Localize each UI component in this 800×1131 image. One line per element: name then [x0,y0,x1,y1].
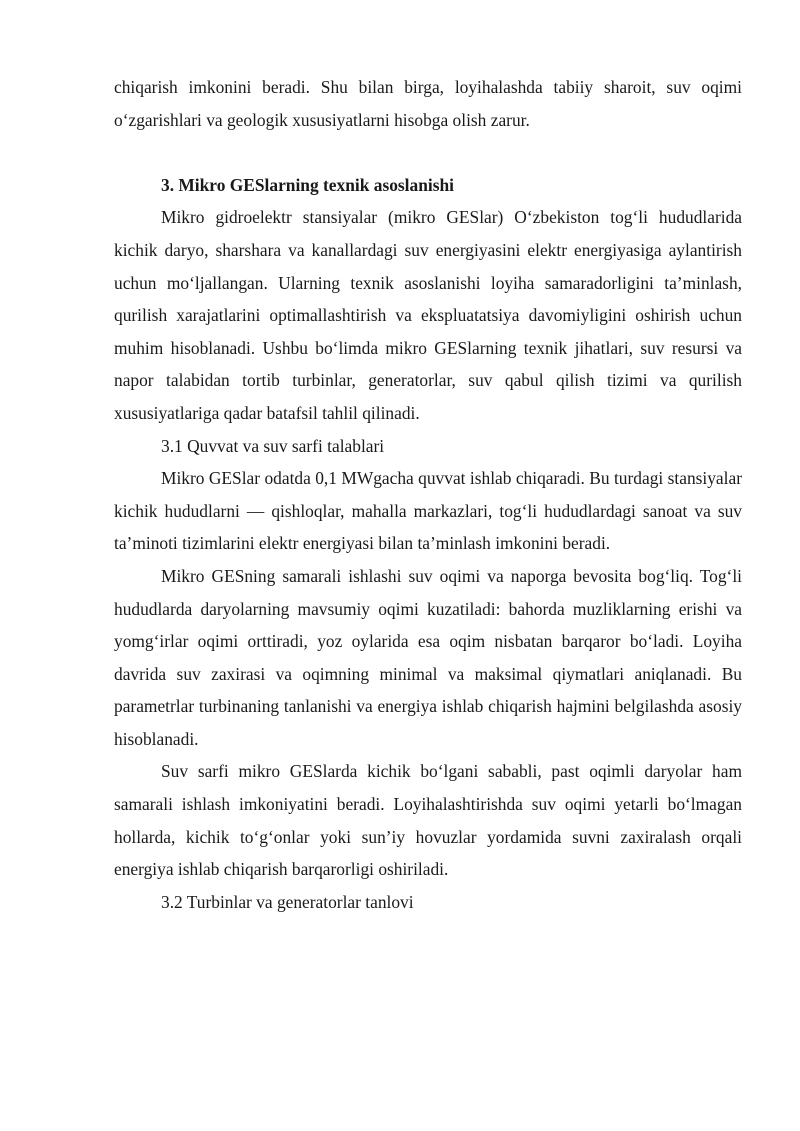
intro-paragraph: chiqarish imkonini beradi. Shu bilan birga, loyihalashda tabiiy sharoit, suv oqimi o‘zgarishlari va geologik xususiyatlarni hisobga olish zarur. [114,77,742,130]
subsection-1-paragraph-2: Mikro GESning samarali ishlashi suv oqimi va naporga bevosita bog‘liq. Tog‘li hududlarda daryolarning mavsumiy oqimi kuzatiladi: bahorda muzliklarning erishi va yomg‘irlar oqimi orttiradi, yoz oylarida esa oqim nisbatan barqaror bo‘ladi. Loyiha davrida suv zaxirasi va oqimning minimal va maksimal qiymatlari aniqlanadi. Bu parametrlar turbinaning tanlanishi va energiya ishlab chiqarish hajmini belgilashda asosiy hisoblanadi. [114,565,742,749]
section-paragraph: Mikro gidroelektr stansiyalar (mikro GESlar) O‘zbekiston tog‘li hududlarida kichik daryo, sharshara va kanallardagi suv energiyasini elektr energiyasiga aylantirish uchun mo‘ljallangan. Ularning texnik asoslanishi loyiha samaradorligini ta’minlash, qurilish xarajatlarini optimallashtirish va ekspluatatsiya davomiyligini oshirish uchun muhim hisoblanadi. Ushbu bo‘limda mikro GESlarning texnik jihatlari, suv resursi va napor talabidan tortib turbinlar, generatorlar, suv qabul qilish tizimi va qurilish xususiyatlariga qadar batafsil tahlil qilinadi. [114,207,742,423]
section-heading: 3. Mikro GESlarning texnik asoslanishi [161,174,454,195]
document-page [114,71,742,918]
subsection-1-paragraph-1: Mikro GESlar odatda 0,1 MWgacha quvvat ishlab chiqaradi. Bu turdagi stansiyalar kichik hududlarni — qishloqlar, mahalla markazlari, tog‘li hududlardagi sanoat va suv ta’minoti tizimlarini elektr energiyasi bilan ta’minlash imkonini beradi. [114,468,742,554]
subsection-1-paragraph-3: Suv sarfi mikro GESlarda kichik bo‘lgani sababli, past oqimli daryolar ham samarali ishlash imkoniyatini beradi. Loyihalashtirishda suv oqimi yetarli bo‘lmagan hollarda, kichik to‘g‘onlar yoki sun’iy hovuzlar yordamida suvni zaxiralash orqali energiya ishlab chiqarish barqarorligi oshiriladi. [114,761,742,880]
subsection-2-heading: 3.2 Turbinlar va generatorlar tanlovi [161,891,414,912]
subsection-1-heading: 3.1 Quvvat va suv sarfi talablari [161,435,385,456]
